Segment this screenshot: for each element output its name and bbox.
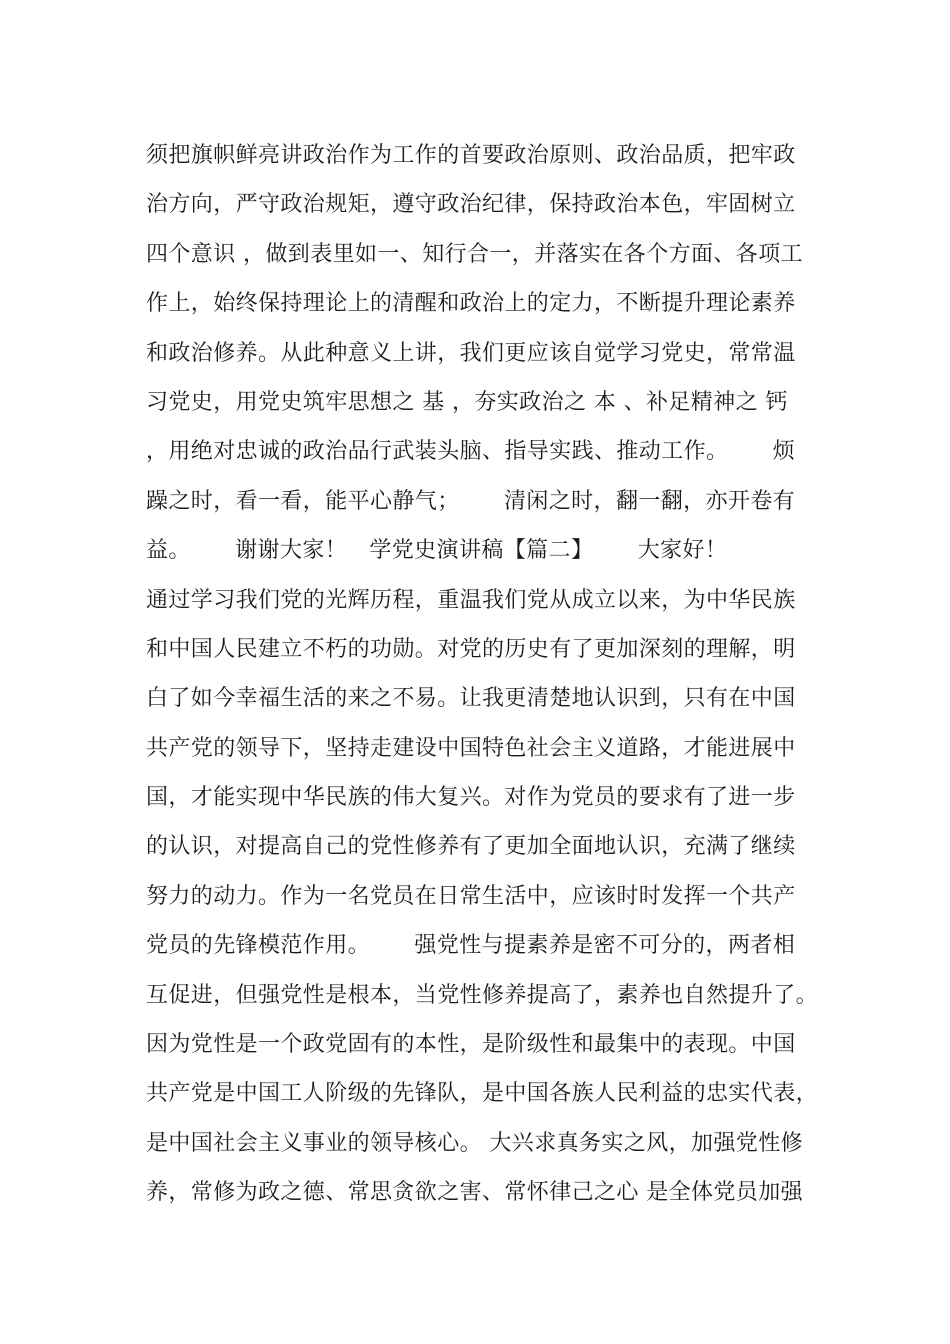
text-line: 的认识，对提高自己的党性修养有了更加全面地认识，充满了继续 [146, 834, 796, 860]
text-line: 互促进，但强党性是根本，当党性修养提高了，素养也自然提升了。 [146, 982, 819, 1008]
text-line: 养，常修为政之德、常思贪欲之害、常怀律己之心 是全体党员加强 [146, 1180, 803, 1206]
text-line: 是中国社会主义事业的领导核心。 大兴求真务实之风，加强党性修 [146, 1130, 803, 1156]
text-line: 通过学习我们党的光辉历程，重温我们党从成立以来，为中华民族 [146, 587, 796, 613]
text-line: 和中国人民建立不朽的功勋。对党的历史有了更加深刻的理解，明 [146, 636, 796, 662]
text-line: 党员的先锋模范作用。 强党性与提素养是密不可分的，两者相 [146, 933, 796, 959]
text-line: 益。 谢谢大家！ 学党史演讲稿【篇二】 大家好！ [146, 538, 728, 564]
text-line: 治方向，严守政治规矩，遵守政治纪律，保持政治本色，牢固树立 [146, 192, 796, 218]
text-line: 和政治修养。从此种意义上讲，我们更应该自觉学习党史，常常温 [146, 340, 796, 366]
text-line: 习党史，用党史筑牢思想之 基 ，夯实政治之 本 、补足精神之 钙 [146, 389, 788, 415]
text-line: ，用绝对忠诚的政治品行武装头脑、指导实践、推动工作。 烦 [146, 439, 796, 465]
text-line: 因为党性是一个政党固有的本性，是阶级性和最集中的表现。中国 [146, 1032, 796, 1058]
text-line: 共产党的领导下，坚持走建设中国特色社会主义道路，才能进展中 [146, 735, 796, 761]
text-line: 国，才能实现中华民族的伟大复兴。对作为党员的要求有了进一步 [146, 785, 796, 811]
text-line: 须把旗帜鲜亮讲政治作为工作的首要政治原则、政治品质，把牢政 [146, 143, 796, 168]
text-line: 白了如今幸福生活的来之不易。让我更清楚地认识到，只有在中国 [146, 686, 796, 712]
text-line: 躁之时，看一看，能平心静气； 清闲之时，翻一翻，亦开卷有 [146, 488, 796, 514]
text-line: 共产党是中国工人阶级的先锋队，是中国各族人民利益的忠实代表， [146, 1081, 819, 1107]
text-line: 四个意识 ，做到表里如一、知行合一，并落实在各个方面、各项工 [146, 241, 803, 267]
text-line: 作上，始终保持理论上的清醒和政治上的定力，不断提升理论素养 [146, 291, 796, 317]
text-line: 努力的动力。作为一名党员在日常生活中，应该时时发挥一个共产 [146, 883, 796, 909]
body-text [146, 131, 836, 1218]
